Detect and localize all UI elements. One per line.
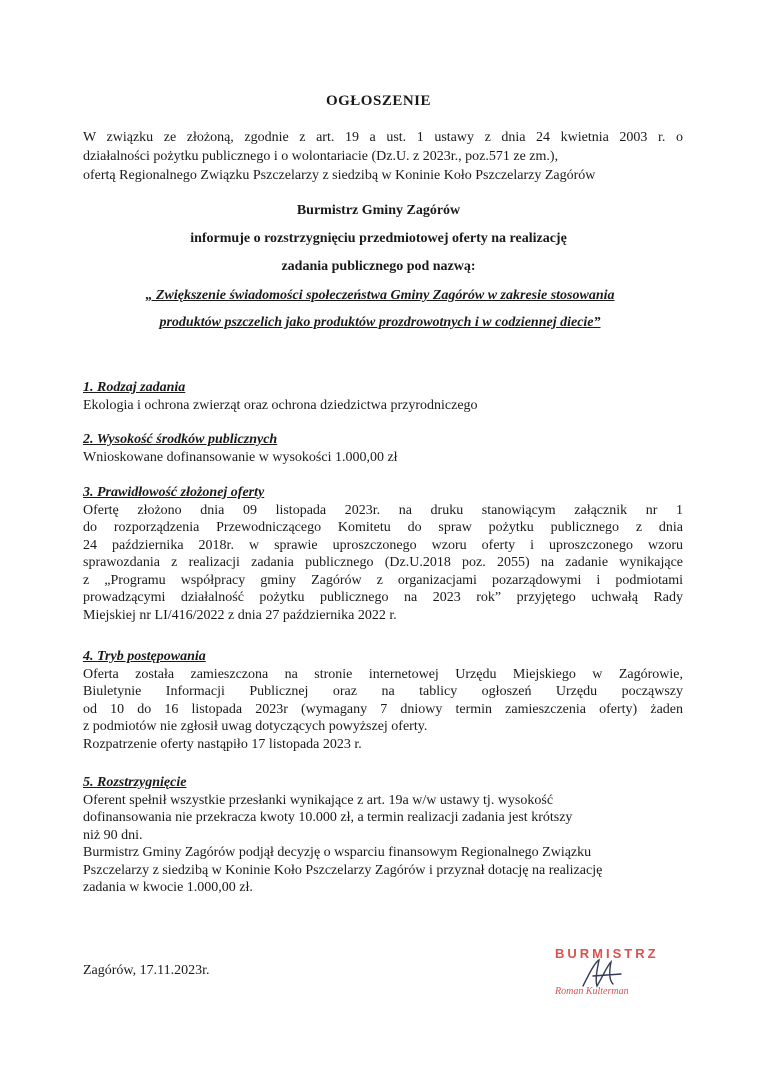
- section-line: z „Programu współpracy gminy Zagórów z organizacjami pozarządowymi i podmiotami: [83, 572, 683, 588]
- stamp-title: BURMISTRZ: [555, 946, 659, 961]
- section-text: Wnioskowane dofinansowanie w wysokości 1.000,00 zł: [83, 449, 398, 465]
- section-line: prowadzącymi działalność pożytku publicznego na 2023 rok” przyjętego uchwałą Rady: [83, 590, 683, 605]
- section-line: sprawozdania z realizacji zadania publicznego (Dz.U.2018 poz. 2055) na zadanie wynikające: [83, 555, 683, 570]
- section-5: [83, 774, 683, 897]
- section-line: z podmiotów nie zgłosił uwag dotyczących powyższej oferty.: [83, 719, 428, 734]
- section-line: Ofertę złożono dnia 09 listopada 2023r. na druku stanowiącym załącznik nr 1: [83, 502, 683, 518]
- authority-heading: Burmistrz Gminy Zagórów: [296, 203, 461, 218]
- section-line: Burmistrz Gminy Zagórów podjął decyzję o wsparciu finansowym Regionalnego Związku: [83, 845, 592, 860]
- section-2: [83, 431, 683, 466]
- intro-paragraph: [83, 128, 683, 185]
- section-line: 24 października 2018r. w sprawie uproszczonego wzoru oferty i uproszczonego wzoru: [83, 537, 683, 553]
- section-line: Biuletynie Informacji Publicznej oraz na tablicy ogłoszeń Urzędu począwszy: [83, 684, 683, 699]
- section-line: Oferent spełnił wszystkie przesłanki wynikające z art. 19a w/w ustawy tj. wysokość: [83, 792, 554, 808]
- stamp-name: Roman Kulterman: [555, 986, 629, 997]
- intro-line: W związku ze złożoną, zgodnie z art. 19 a ust. 1 ustawy z dnia 24 kwietnia 2003 r. o: [83, 130, 683, 145]
- section-heading: 4. Tryb postępowania: [83, 649, 206, 664]
- document-title: OGŁOSZENIE: [325, 93, 432, 109]
- section-line: do rozporządzenia Przewodniczącego Komitetu do spraw pożytku publicznego z dnia: [83, 520, 683, 535]
- task-title-line: „ Zwiększenie świadomości społeczeństwa Gminy Zagórów w zakresie stosowania: [145, 288, 615, 303]
- document-date: Zagórów, 17.11.2023r.: [83, 963, 210, 978]
- section-heading: 1. Rodzaj zadania: [83, 380, 186, 395]
- section-heading: 2. Wysokość środków publicznych: [83, 432, 278, 447]
- informs-heading: informuje o rozstrzygnięciu przedmiotowej oferty na realizację: [190, 231, 567, 246]
- section-4: [83, 648, 683, 753]
- section-line: Oferta została zamieszczona na stronie internetowej Urzędu Miejskiego w Zagórowie,: [83, 666, 683, 682]
- task-label: zadania publicznego pod nazwą:: [281, 259, 476, 274]
- section-line: Rozpatrzenie oferty nastąpiło 17 listopada 2023 r.: [83, 736, 362, 752]
- section-line: od 10 do 16 listopada 2023r (wymagany 7 dniowy termin zamieszczenia oferty) żaden: [83, 701, 683, 717]
- official-stamp: [545, 940, 705, 1010]
- task-title-line: produktów pszczelich jako produktów prozdrowotnych i w codziennej diecie”: [159, 315, 601, 330]
- section-heading: 3. Prawidłowość złożonej oferty: [83, 485, 265, 500]
- section-line: Miejskiej nr LI/416/2022 z dnia 27 października 2022 r.: [83, 607, 397, 623]
- section-3: [83, 484, 683, 624]
- section-1: [83, 379, 683, 414]
- section-line: niż 90 dni.: [83, 827, 143, 843]
- intro-line: ofertą Regionalnego Związku Pszczelarzy z siedzibą w Koninie Koło Pszczelarzy Zagórów: [83, 168, 596, 183]
- section-line: dofinansowania nie przekracza kwoty 10.000 zł, a termin realizacji zadania jest krótszy: [83, 810, 573, 825]
- section-heading: 5. Rozstrzygnięcie: [83, 775, 187, 790]
- intro-line: działalności pożytku publicznego i o wolontariacie (Dz.U. z 2023r., poz.571 ze zm.),: [83, 149, 559, 164]
- section-line: zadania w kwocie 1.000,00 zł.: [83, 880, 253, 895]
- section-text: Ekologia i ochrona zwierząt oraz ochrona dziedzictwa przyrodniczego: [83, 397, 478, 413]
- section-line: Pszczelarzy z siedzibą w Koninie Koło Pszczelarzy Zagórów i przyznał dotację na realizację: [83, 862, 603, 878]
